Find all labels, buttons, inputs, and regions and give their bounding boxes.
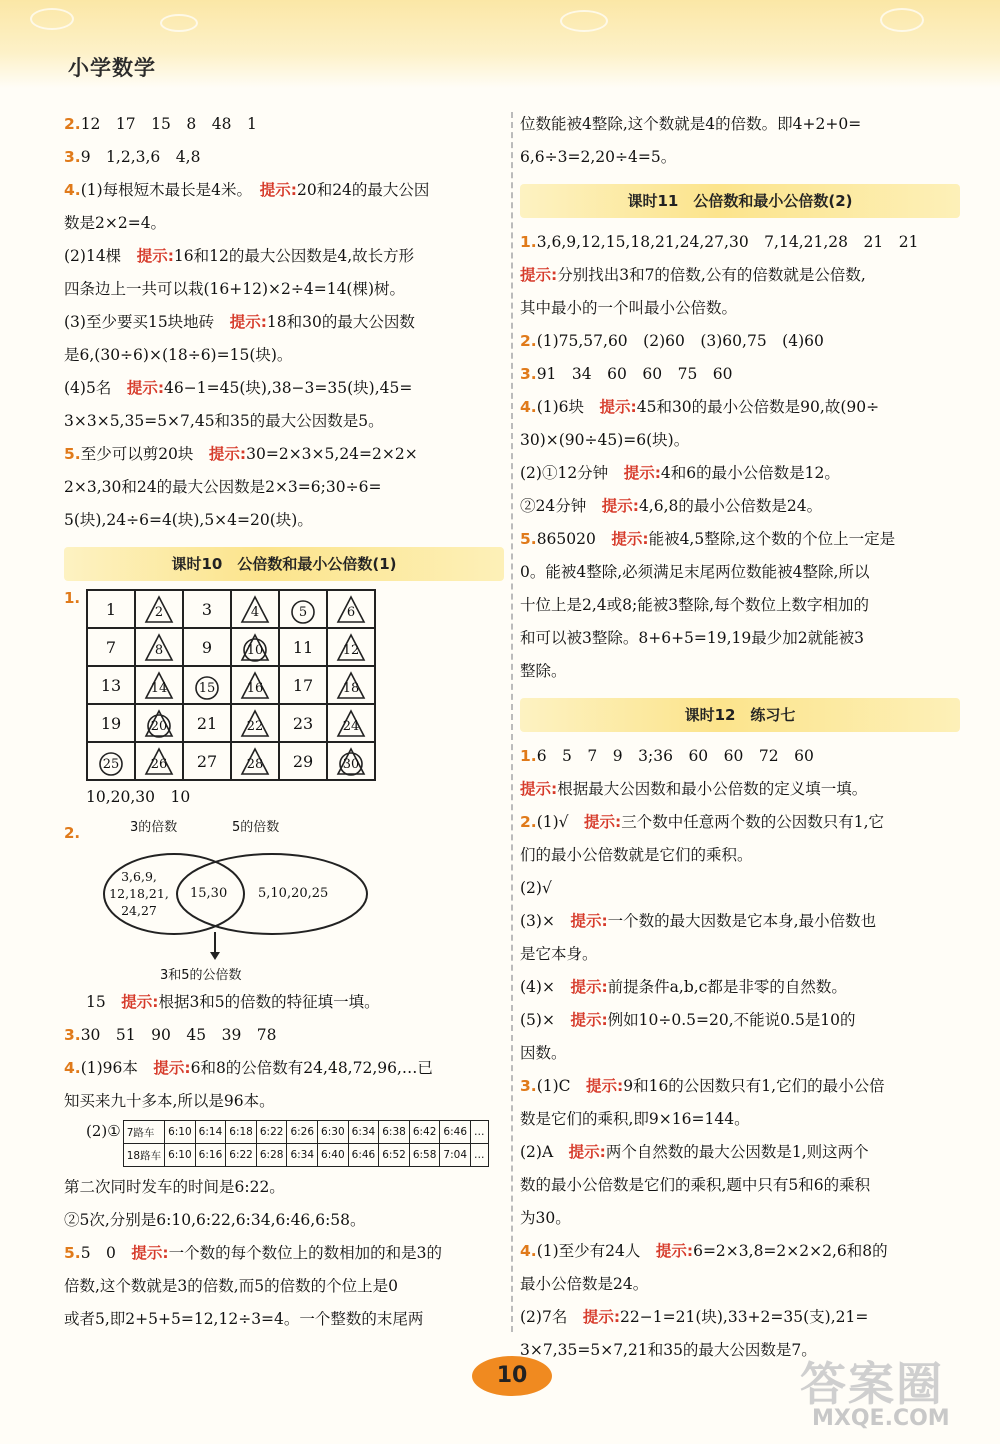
lesson11-answer-4: 4.(1)6块 提示:45和30的最小公倍数是90,故(90÷ 30)×(90÷45)=6(块)。 (2)①12分钟 提示:4和6的最小公倍数是12。 ②24分钟 提示:4,6,8的最小公倍数是24。 [520,398,880,515]
venn-label-multiples-of-5: 5的倍数 [232,820,280,835]
bus-route-label: 7路车 [123,1121,164,1144]
triangle-marked-number: 22 [246,719,264,734]
answer-4: 4.(1)每根短木最长是4米。 提示:20和24的最大公因 数是2×2=4。 (2)14棵 提示:16和12的最大公因数是4,故长方形 四条边上一共可以栽(16+12)×2÷4=14(棵)树。 (3)至少要买15块地砖 提示:18和30的最大公因数 是6,(30÷6)×(18÷6)=15(块)。 (4)5名 提示:46−1=45(块),38−3=35(块),45= 3×3×5,35=5×7,45和35的最大公因数是5。 [64,181,430,430]
circle-triangle-marked-number: 10 [246,643,264,658]
bus-row [123,1121,488,1144]
section-header-lesson-11: 课时11 公倍数和最小公倍数(2) [520,184,960,218]
lesson10-answer-4: 4.(1)96本 提示:6和8的公倍数有24,48,72,96,…已 知买来九十多本,所以是96本。 (2)① 7路车 6:10 6:14 6:18 6:22 6:26 6:30 6:34 6:38 6:42 6:46 … 18路车 6:10 6:16 6:22 6:28 6:34 6:40 6:46 6:52 6:58 7:04 … 第二次同时发车的时间是6:22。 ②5次,分别是6:10,6:22,6:34,6:46,6:58。 [64,1052,504,1237]
grid-cell [135,590,183,628]
bus-time-cell: 6:52 [379,1144,410,1167]
bus-time-cell: … [471,1144,489,1167]
grid-row [87,742,375,780]
lesson11-answer-3: 3.91 34 60 60 75 60 [520,365,733,383]
grid-cell [135,742,183,780]
right-column [520,108,960,1367]
grid-row [87,590,375,628]
grid-cell [327,704,375,742]
circle-triangle-marked-number: 20 [150,719,168,734]
answer-5: 5.至少可以剪20块 提示:30=2×3×5,24=2×2× 2×3,30和24的最大公因数是2×3=6;30÷6= 5(块),24÷6=4(块),5×4=20(块)。 [64,445,418,529]
venn-left-set: 3,6,9, 12,18,21, 24,27 [109,869,169,918]
triangle-marked-number: 28 [246,757,264,772]
grid-cell: 9 [183,628,231,666]
grid-cell: 21 [183,704,231,742]
lesson11-answer-1: 1.3,6,9,12,15,18,21,24,27,30 7,14,21,28 21 21 提示:分别找出3和7的倍数,公有的倍数就是公倍数, 其中最小的一个叫最小公倍数。 [520,233,919,317]
bus-time-cell: 6:46 [440,1121,471,1144]
grid-cell [327,590,375,628]
grid-cell: 27 [183,742,231,780]
grid-row [87,666,375,704]
bus-time-cell: 6:40 [318,1144,349,1167]
left-column [64,108,504,1336]
watermark-url: MXQE.COM [812,1406,950,1431]
bus-time-cell: 6:10 [165,1144,196,1167]
lesson10-answer-3: 3.30 51 90 45 39 78 [64,1026,277,1044]
triangle-marked-number: 14 [150,681,168,696]
grid-cell [327,666,375,704]
grid-cell: 11 [279,628,327,666]
venn-common-label: 3和5的公倍数 [160,968,242,983]
circle-triangle-marked-number: 30 [342,757,360,772]
grid-cell: 7 [87,628,135,666]
circle-marked-number: 25 [102,757,120,772]
bus-time-cell: 6:22 [226,1144,257,1167]
grid-cell [135,704,183,742]
lesson11-answer-5: 5.865020 提示:能被4,5整除,这个数的个位上一定是 0。能被4整除,必须满足末尾两位数能被4整除,所以 十位上是2,4或8;能被3整除,每个数位上数字相加的 和可以被3整除。8+6+5=19,19最少加2就能被3 整除。 [520,530,896,680]
bus-time-cell: 6:46 [348,1144,379,1167]
continued-text-1: 位数能被4整除,这个数就是4的倍数。即4+2+0= [520,115,862,133]
venn-answer: 15 提示:根据3和5的倍数的特征填一填。 [86,993,380,1011]
circle-marked-number: 15 [198,681,216,696]
bus-time-cell: 6:30 [318,1121,349,1144]
section-header-lesson-12: 课时12 练习七 [520,698,960,732]
grid-cell: 13 [87,666,135,704]
bus-time-cell: 6:42 [409,1121,440,1144]
continued-text-2: 6,6÷3=2,20÷4=5。 [520,148,677,166]
bus-time-cell: 6:58 [409,1144,440,1167]
lesson10-answer-1: 1. 1 2 3 4 5 6 7 8 9 10 11 12 13 14 15 16 17 18 19 20 21 22 23 24 25 26 27 28 29 30 10,20,30 10 [64,589,504,814]
triangle-marked-number: 2 [154,605,164,620]
bus-time-cell: 6:14 [195,1121,226,1144]
triangle-marked-number: 16 [246,681,264,696]
grid-answer: 10,20,30 10 [86,788,191,806]
answer-2: 2.12 17 15 8 48 1 [64,115,257,133]
grid-cell [135,628,183,666]
grid-cell [135,666,183,704]
grid-row [87,628,375,666]
triangle-marked-number: 12 [342,643,360,658]
lesson10-answer-2: 2. 3的倍数 5的倍数 3,6,9, 12,18,21, 24,27 15,30 5,10,20,25 3和5的公倍数 [64,814,504,986]
bus-time-cell: 6:34 [348,1121,379,1144]
watermark-logo: 答案圈 [800,1357,944,1411]
grid-cell: 23 [279,704,327,742]
grid-cell [87,742,135,780]
bus-time-cell: 6:10 [165,1121,196,1144]
bus-time-cell: 6:28 [256,1144,287,1167]
grid-cell: 19 [87,704,135,742]
triangle-marked-number: 18 [342,681,360,696]
page-number: 10 [472,1356,552,1396]
section-header-lesson-10: 课时10 公倍数和最小公倍数(1) [64,547,504,581]
bus-time-cell: 6:16 [195,1144,226,1167]
answer-3: 3.9 1,2,3,6 4,8 [64,148,201,166]
bus-time-cell: … [471,1121,489,1144]
grid-cell: 29 [279,742,327,780]
bus-row [123,1144,488,1167]
bus-time-cell: 7:04 [440,1144,471,1167]
grid-cell [231,590,279,628]
triangle-marked-number: 4 [250,605,260,620]
grid-cell: 1 [87,590,135,628]
bus-schedule-table [123,1120,489,1167]
lesson11-answer-2: 2.(1)75,57,60 (2)60 (3)60,75 (4)60 [520,332,824,350]
circle-marked-number: 5 [298,605,308,620]
bus-time-cell: 6:22 [256,1121,287,1144]
lesson12-answer-2: 2.(1)√ 提示:三个数中任意两个数的公因数只有1,它 们的最小公倍数就是它们的乘积。 (2)√ (3)× 提示:一个数的最大因数是它本身,最小倍数也 是它本身。 (4)× 提示:前提条件a,b,c都是非零的自然数。 (5)× 提示:例如10÷0.5=20,不能说0.5是10的 因数。 [520,813,885,1062]
grid-row [87,704,375,742]
triangle-marked-number: 8 [154,643,164,658]
bus-time-cell: 6:18 [226,1121,257,1144]
grid-cell [327,628,375,666]
triangle-marked-number: 26 [150,757,168,772]
bus-time-cell: 6:38 [379,1121,410,1144]
grid-cell [231,628,279,666]
triangle-marked-number: 6 [346,605,356,620]
grid-cell [279,590,327,628]
grid-cell [183,666,231,704]
grid-cell [231,666,279,704]
bus-time-cell: 6:34 [287,1144,318,1167]
venn-common-set: 15,30 [190,886,228,901]
book-title: 小学数学 [68,56,156,80]
triangle-marked-number: 24 [342,719,360,734]
grid-cell: 3 [183,590,231,628]
grid-cell: 17 [279,666,327,704]
venn-label-multiples-of-3: 3的倍数 [130,820,178,835]
grid-cell [231,704,279,742]
bus-time-cell: 6:26 [287,1121,318,1144]
number-grid [86,589,376,781]
column-divider [511,112,513,1332]
lesson12-answer-4: 4.(1)至少有24人 提示:6=2×3,8=2×2×2,6和8的 最小公倍数是24。 (2)7名 提示:22−1=21(块),33+2=35(支),21= 3×7,35=5×7,21和35的最大公因数是7。 [520,1242,888,1359]
lesson12-answer-1: 1.6 5 7 9 3;36 60 60 72 60 提示:根据最大公因数和最小公倍数的定义填一填。 [520,747,868,798]
grid-cell [231,742,279,780]
venn-right-set: 5,10,20,25 [258,886,329,901]
grid-cell [327,742,375,780]
lesson10-answer-5: 5.5 0 提示:一个数的每个数位上的数相加的和是3的 倍数,这个数就是3的倍数,而5的倍数的个位上是0 或者5,即2+5+5=12,12÷3=4。一个整数的末尾两 [64,1244,442,1328]
bus-route-label: 18路车 [123,1144,164,1167]
lesson12-answer-3: 3.(1)C 提示:9和16的公因数只有1,它们的最小公倍 数是它们的乘积,即9×16=144。 (2)A 提示:两个自然数的最大公因数是1,则这两个 数的最小公倍数是它们的乘积,题中只有5和6的乘积 为30。 [520,1077,885,1227]
